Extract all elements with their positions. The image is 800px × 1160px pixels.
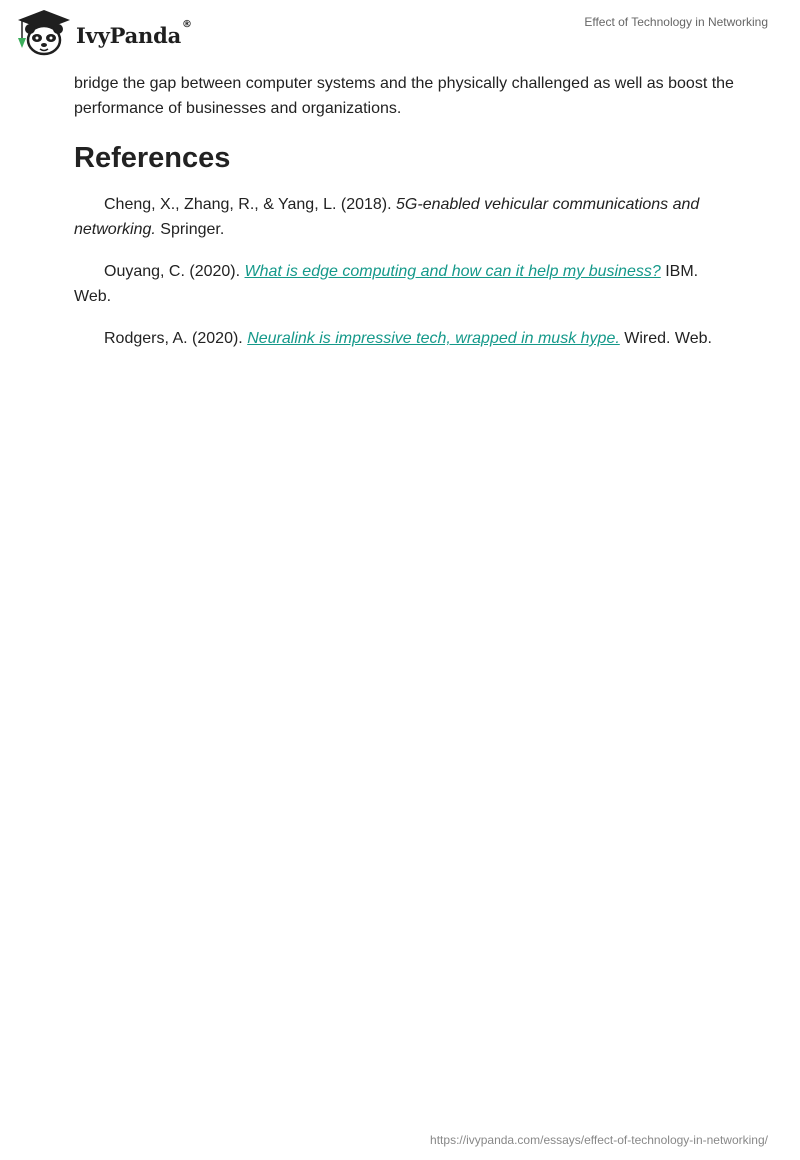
reference-item	[74, 192, 734, 242]
reference-item	[74, 259, 734, 309]
registered-mark: ®	[182, 18, 192, 30]
reference-link[interactable]: What is edge computing and how can it help my business?	[244, 263, 661, 280]
panda-graduation-cap-icon	[14, 8, 74, 58]
logo-wordmark: IvyPanda®	[76, 18, 192, 48]
continued-paragraph: bridge the gap between computer systems and the physically challenged as well as boost the performance of businesses and organizations.	[74, 75, 734, 117]
references-heading: References	[74, 142, 231, 174]
reference-suffix: Springer.	[155, 221, 225, 238]
document-body	[74, 71, 734, 368]
document-title: Effect of Technology in Networking	[584, 15, 768, 29]
reference-title: 5G-enabled vehicular communications and networking.	[74, 196, 700, 238]
reference-suffix: Wired. Web.	[619, 330, 712, 347]
reference-prefix: Ouyang, C. (2020).	[104, 263, 245, 280]
footer-url[interactable]: https://ivypanda.com/essays/effect-of-technology-in-networking/	[430, 1133, 768, 1147]
reference-link[interactable]: Neuralink is impressive tech, wrapped in musk hype.	[247, 330, 620, 347]
reference-item	[74, 326, 734, 351]
reference-prefix: Cheng, X., Zhang, R., & Yang, L. (2018).	[104, 196, 397, 213]
ivypanda-logo[interactable]	[14, 8, 192, 58]
reference-suffix: IBM. Web.	[74, 263, 699, 305]
page-header	[0, 0, 800, 70]
reference-prefix: Rodgers, A. (2020).	[104, 330, 248, 347]
